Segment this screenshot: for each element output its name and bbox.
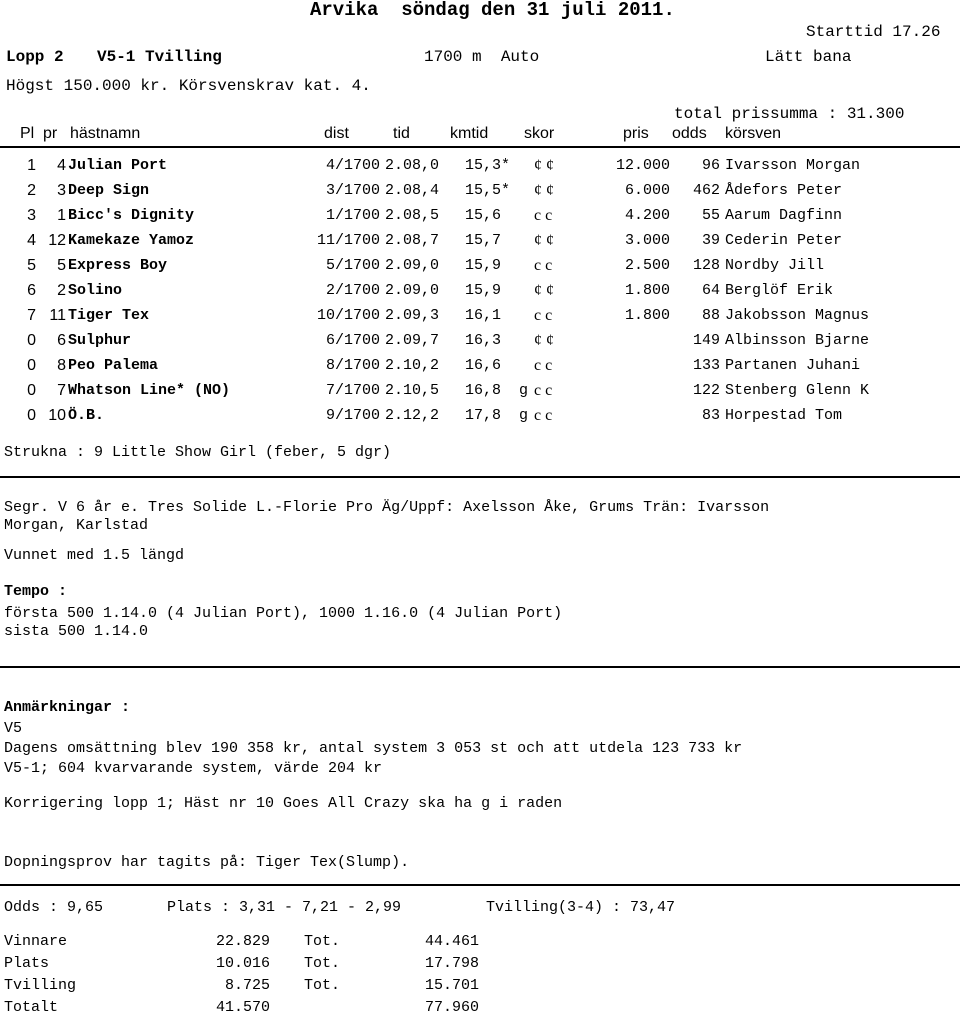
horse-name: Bicc's Dignity [68, 207, 195, 224]
prize: 6.000 [624, 182, 670, 199]
odds: 462 [692, 182, 720, 199]
placement: 0 [27, 332, 36, 349]
col-header-skor: skor [524, 125, 555, 142]
summary-row [0, 953, 960, 974]
col-header-odds: odds [672, 125, 707, 142]
km-time: 15,5* [465, 182, 511, 199]
tempo-line1: första 500 1.14.0 (4 Julian Port), 1000 1.16.0 (4 Julian Port) [4, 605, 563, 622]
col-header-pris: pris [623, 125, 649, 142]
distance: 6/1700 [325, 332, 380, 349]
summary-value: 41.570 [215, 999, 270, 1016]
start-number: 12 [48, 232, 66, 249]
header-divider [0, 146, 960, 148]
col-header-name: hästnamn [70, 125, 141, 142]
km-time: 17,8 [465, 407, 502, 424]
distance: 3/1700 [325, 182, 380, 199]
km-time: 15,7 [465, 232, 502, 249]
shoe-icons: c c [534, 307, 553, 324]
placement: 7 [27, 307, 36, 324]
prize-conditions: Högst 150.000 kr. Körsvenskrav kat. 4. [6, 77, 371, 95]
remarks-correction: Korrigering lopp 1; Häst nr 10 Goes All Crazy ska ha g i raden [4, 795, 563, 812]
tempo-line2: sista 500 1.14.0 [4, 623, 149, 640]
km-time: 16,6 [465, 357, 502, 374]
horse-name: Express Boy [68, 257, 168, 274]
shoe-icons: c c [534, 257, 553, 274]
gallop-marker: g [519, 407, 529, 424]
remarks-doping: Dopningsprov har tagits på: Tiger Tex(Slump). [4, 854, 410, 871]
odds: 64 [701, 282, 720, 299]
summary-value: 10.016 [215, 955, 270, 972]
summary-label: Vinnare [4, 933, 68, 950]
summary-total: 44.461 [424, 933, 479, 950]
placement: 5 [27, 257, 36, 274]
prize: 12.000 [615, 157, 670, 174]
col-header-tid: tid [393, 125, 410, 142]
table-row [0, 205, 960, 227]
start-number: 11 [49, 307, 66, 324]
race-time: 2.09,0 [385, 257, 440, 274]
km-time: 15,9 [465, 282, 502, 299]
horse-name: Kamekaze Yamoz [68, 232, 195, 249]
summary-label: Tvilling [4, 977, 77, 994]
table-row [0, 280, 960, 302]
horse-name: Julian Port [68, 157, 168, 174]
summary-label: Plats [4, 955, 50, 972]
driver: Cederin Peter [725, 232, 843, 249]
col-header-dist: dist [324, 125, 349, 142]
race-time: 2.09,3 [385, 307, 440, 324]
driver: Ådefors Peter [725, 182, 843, 199]
odds: 128 [692, 257, 720, 274]
shoe-icons: ¢ ¢ [534, 282, 554, 299]
odds: 122 [692, 382, 720, 399]
start-time: Starttid 17.26 [806, 23, 941, 41]
summary-value: 8.725 [224, 977, 270, 994]
placement: 0 [27, 382, 36, 399]
shoe-icons: ¢ ¢ [534, 182, 554, 199]
start-number: 1 [57, 207, 66, 224]
km-time: 15,6 [465, 207, 502, 224]
summary-row [0, 975, 960, 996]
game-type: V5-1 Tvilling [97, 48, 222, 66]
horse-name: Peo Palema [68, 357, 159, 374]
col-header-pl: Pl [20, 125, 35, 142]
horse-name: Sulphur [68, 332, 132, 349]
horse-name: Ö.B. [68, 407, 105, 424]
shoe-icons: ¢ ¢ [534, 332, 554, 349]
start-number: 4 [57, 157, 66, 174]
shoe-icons: c c [534, 207, 553, 224]
divider-2 [0, 666, 960, 668]
table-row [0, 255, 960, 277]
driver: Nordby Jill [725, 257, 825, 274]
race-time: 2.08,5 [385, 207, 440, 224]
odds: 133 [692, 357, 720, 374]
odds: 149 [692, 332, 720, 349]
remarks-remaining-systems: V5-1; 604 kvarvarande system, värde 204 kr [4, 760, 383, 777]
odds: 96 [701, 157, 720, 174]
distance: 11/1700 [316, 232, 380, 249]
placement: 1 [27, 157, 36, 174]
shoe-icons: c c [534, 382, 553, 399]
winner-pedigree-line2: Morgan, Karlstad [4, 517, 149, 534]
col-header-driver: körsven [725, 125, 782, 142]
summary-value: 22.829 [215, 933, 270, 950]
km-time: 16,1 [465, 307, 502, 324]
remarks-v5: V5 [4, 720, 23, 737]
odds: 88 [701, 307, 720, 324]
placement: 6 [27, 282, 36, 299]
distance: 10/1700 [316, 307, 380, 324]
km-time: 15,9 [465, 257, 502, 274]
placement: 3 [27, 207, 36, 224]
start-number: 8 [57, 357, 66, 374]
table-row [0, 405, 960, 427]
prize: 1.800 [624, 282, 670, 299]
race-time: 2.08,4 [385, 182, 440, 199]
driver: Ivarsson Morgan [725, 157, 861, 174]
col-header-pr: pr [43, 125, 58, 142]
start-number: 3 [57, 182, 66, 199]
prize: 3.000 [624, 232, 670, 249]
summary-total: 15.701 [424, 977, 479, 994]
start-number: 10 [48, 407, 66, 424]
summary-row [0, 931, 960, 952]
summary-tot-label: Tot. [304, 933, 341, 950]
table-row [0, 355, 960, 377]
driver: Aarum Dagfinn [725, 207, 843, 224]
distance: 4/1700 [325, 157, 380, 174]
race-time: 2.10,2 [385, 357, 440, 374]
horse-name: Whatson Line* (NO) [68, 382, 231, 399]
km-time: 16,3 [465, 332, 502, 349]
race-time: 2.09,0 [385, 282, 440, 299]
race-distance: 1700 m Auto [424, 48, 540, 66]
driver: Jakobsson Magnus [725, 307, 870, 324]
prize: 4.200 [624, 207, 670, 224]
km-time: 15,3* [465, 157, 511, 174]
horse-name: Tiger Tex [68, 307, 150, 324]
placement: 0 [27, 407, 36, 424]
scratched-horses: Strukna : 9 Little Show Girl (feber, 5 dgr) [4, 444, 392, 461]
prize: 2.500 [624, 257, 670, 274]
divider-3 [0, 884, 960, 886]
table-row [0, 330, 960, 352]
race-time: 2.12,2 [385, 407, 440, 424]
race-time: 2.08,7 [385, 232, 440, 249]
summary-tot-label: Tot. [304, 955, 341, 972]
driver: Albinsson Bjarne [725, 332, 870, 349]
odds-tvilling: Tvilling(3-4) : 73,47 [486, 899, 676, 916]
placement: 4 [27, 232, 36, 249]
distance: 5/1700 [325, 257, 380, 274]
distance: 9/1700 [325, 407, 380, 424]
race-number: Lopp 2 [6, 48, 64, 66]
remarks-heading: Anmärkningar : [4, 699, 131, 716]
winner-pedigree-line1: Segr. V 6 år e. Tres Solide L.-Florie Pro Äg/Uppf: Axelsson Åke, Grums Trän: Ivarsson [4, 499, 770, 516]
summary-total: 77.960 [424, 999, 479, 1016]
start-number: 6 [57, 332, 66, 349]
summary-label: Totalt [4, 999, 59, 1016]
shoe-icons: ¢ ¢ [534, 232, 554, 249]
shoe-icons: ¢ ¢ [534, 157, 554, 174]
page-title: Arvika söndag den 31 juli 2011. [310, 0, 675, 21]
table-row [0, 180, 960, 202]
horse-name: Solino [68, 282, 123, 299]
divider-1 [0, 476, 960, 478]
summary-total: 17.798 [424, 955, 479, 972]
winning-margin: Vunnet med 1.5 längd [4, 547, 185, 564]
driver: Stenberg Glenn K [725, 382, 870, 399]
odds-winner: Odds : 9,65 [4, 899, 104, 916]
start-number: 5 [57, 257, 66, 274]
gallop-marker: g [519, 382, 529, 399]
table-row [0, 155, 960, 177]
summary-row [0, 997, 960, 1018]
start-number: 2 [57, 282, 66, 299]
race-time: 2.10,5 [385, 382, 440, 399]
driver: Horpestad Tom [725, 407, 843, 424]
odds: 83 [701, 407, 720, 424]
race-time: 2.09,7 [385, 332, 440, 349]
table-row [0, 380, 960, 402]
start-number: 7 [57, 382, 66, 399]
driver: Partanen Juhani [725, 357, 861, 374]
table-row [0, 230, 960, 252]
odds-place: Plats : 3,31 - 7,21 - 2,99 [167, 899, 402, 916]
table-row [0, 305, 960, 327]
tempo-heading: Tempo : [4, 583, 68, 600]
prize: 1.800 [624, 307, 670, 324]
shoe-icons: c c [534, 357, 553, 374]
placement: 2 [27, 182, 36, 199]
driver: Berglöf Erik [725, 282, 834, 299]
race-time: 2.08,0 [385, 157, 440, 174]
remarks-turnover: Dagens omsättning blev 190 358 kr, antal system 3 053 st och att utdela 123 733 kr [4, 740, 743, 757]
summary-tot-label: Tot. [304, 977, 341, 994]
odds: 39 [701, 232, 720, 249]
distance: 8/1700 [325, 357, 380, 374]
distance: 1/1700 [325, 207, 380, 224]
shoe-icons: c c [534, 407, 553, 424]
odds: 55 [701, 207, 720, 224]
col-header-kmtid: kmtid [450, 125, 489, 142]
distance: 7/1700 [325, 382, 380, 399]
placement: 0 [27, 357, 36, 374]
horse-name: Deep Sign [68, 182, 150, 199]
km-time: 16,8 [465, 382, 502, 399]
track-condition: Lätt bana [765, 48, 852, 66]
distance: 2/1700 [325, 282, 380, 299]
total-prize: total prissumma : 31.300 [674, 105, 905, 123]
